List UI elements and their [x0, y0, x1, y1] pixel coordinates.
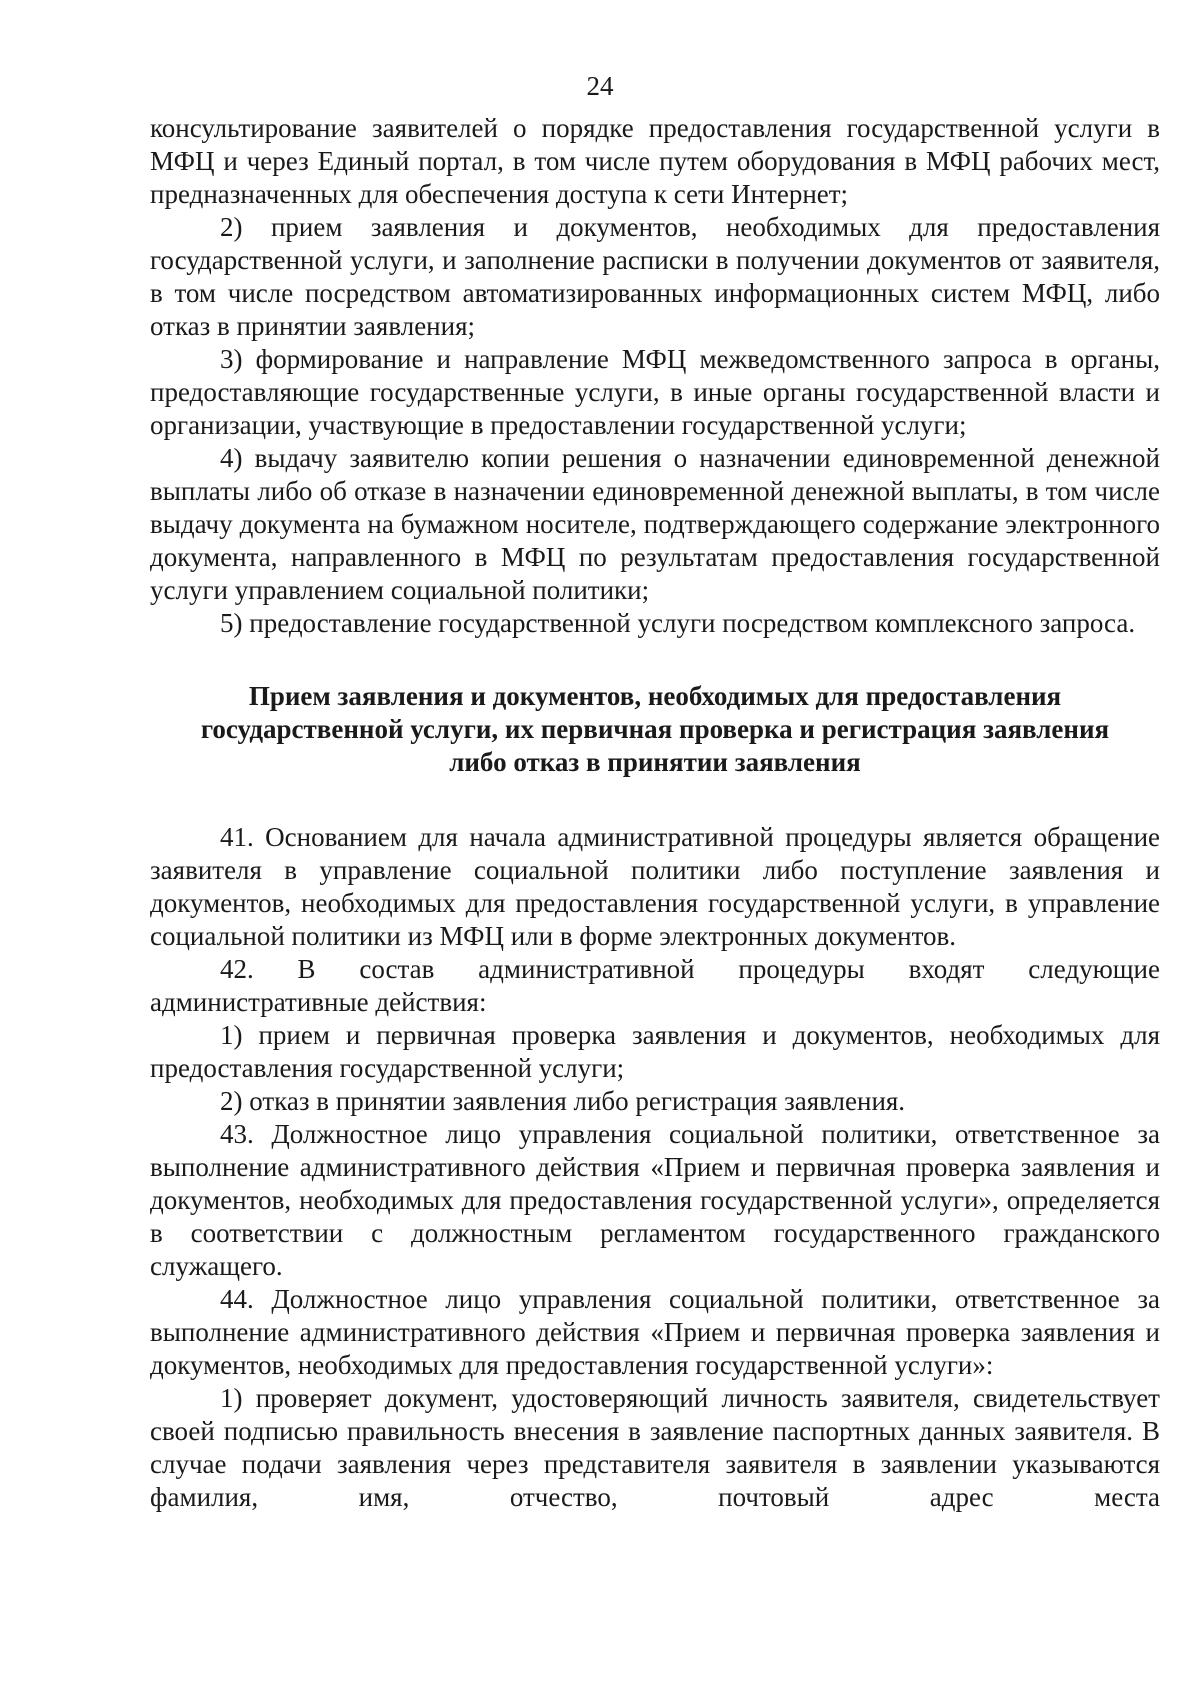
heading-line-1: Прием заявления и документов, необходимых для предоставления — [248, 681, 1062, 711]
paragraph-43: 43. Должностное лицо управления социальной политики, ответственное за выполнение административного действия «Прием и первичная проверка заявления и документов, необходимых для предоставления государственной услуги», определяется в соответствии с должностным регламентом государственного гражданского служащего. — [150, 1119, 1160, 1281]
heading-line-3: либо отказ в принятии заявления — [449, 747, 861, 777]
paragraph-intro: консультирование заявителей о порядке предоставления государственной услуги в МФЦ и через Единый портал, в том числе путем оборудования в МФЦ рабочих мест, предназначенных для обеспечения доступа к сети Интернет; — [150, 113, 1160, 209]
paragraph-item-2: 2) прием заявления и документов, необходимых для предоставления государственной услуги, и заполнение расписки в получении документов от заявителя, в том числе посредством автоматизированных информационных систем МФЦ, либо отказ в принятии заявления; — [150, 212, 1160, 341]
paragraph-42: 42. В состав административной процедуры входят следующие административные действия: — [150, 954, 1160, 1017]
paragraph-44-item-1: 1) проверяет документ, удостоверяющий личность заявителя, свидетельствует своей подписью правильность внесения в заявление паспортных данных заявителя. В случае подачи заявления через представителя заявителя в заявлении указываются фамилия, имя, отчество, почтовый адрес места — [150, 1383, 1160, 1512]
section-heading — [150, 680, 1160, 779]
paragraph-item-4: 4) выдачу заявителю копии решения о назначении единовременной денежной выплаты либо об отказе в назначении единовременной денежной выплаты, в том числе выдачу документа на бумажном носителе, подтверждающего содержание электронного документа, направленного в МФЦ по результатам предоставления государственной услуги управлением социальной политики; — [150, 443, 1160, 605]
paragraph-item-3: 3) формирование и направление МФЦ межведомственного запроса в органы, предоставляющие государственные услуги, в иные органы государственной власти и организации, участвующие в предоставлении государственной услуги; — [150, 344, 1160, 440]
paragraph-42-item-2: 2) отказ в принятии заявления либо регистрация заявления. — [220, 1086, 906, 1116]
paragraph-item-5: 5) предоставление государственной услуги посредством комплексного запроса. — [220, 608, 1136, 638]
paragraph-42-item-1: 1) прием и первичная проверка заявления и документов, необходимых для предоставления государственной услуги; — [150, 1020, 1160, 1083]
paragraph-44: 44. Должностное лицо управления социальной политики, ответственное за выполнение административного действия «Прием и первичная проверка заявления и документов, необходимых для предоставления государственной услуги»: — [150, 1284, 1160, 1380]
document-body — [150, 112, 1160, 1514]
paragraph-41: 41. Основанием для начала административной процедуры является обращение заявителя в управление социальной политики либо поступление заявления и документов, необходимых для предоставления государственной услуги, в управление социальной политики из МФЦ или в форме электронных документов. — [150, 822, 1160, 951]
page-number: 24 — [586, 71, 614, 101]
heading-line-2: государственной услуги, их первичная проверка и регистрация заявления — [200, 714, 1110, 744]
